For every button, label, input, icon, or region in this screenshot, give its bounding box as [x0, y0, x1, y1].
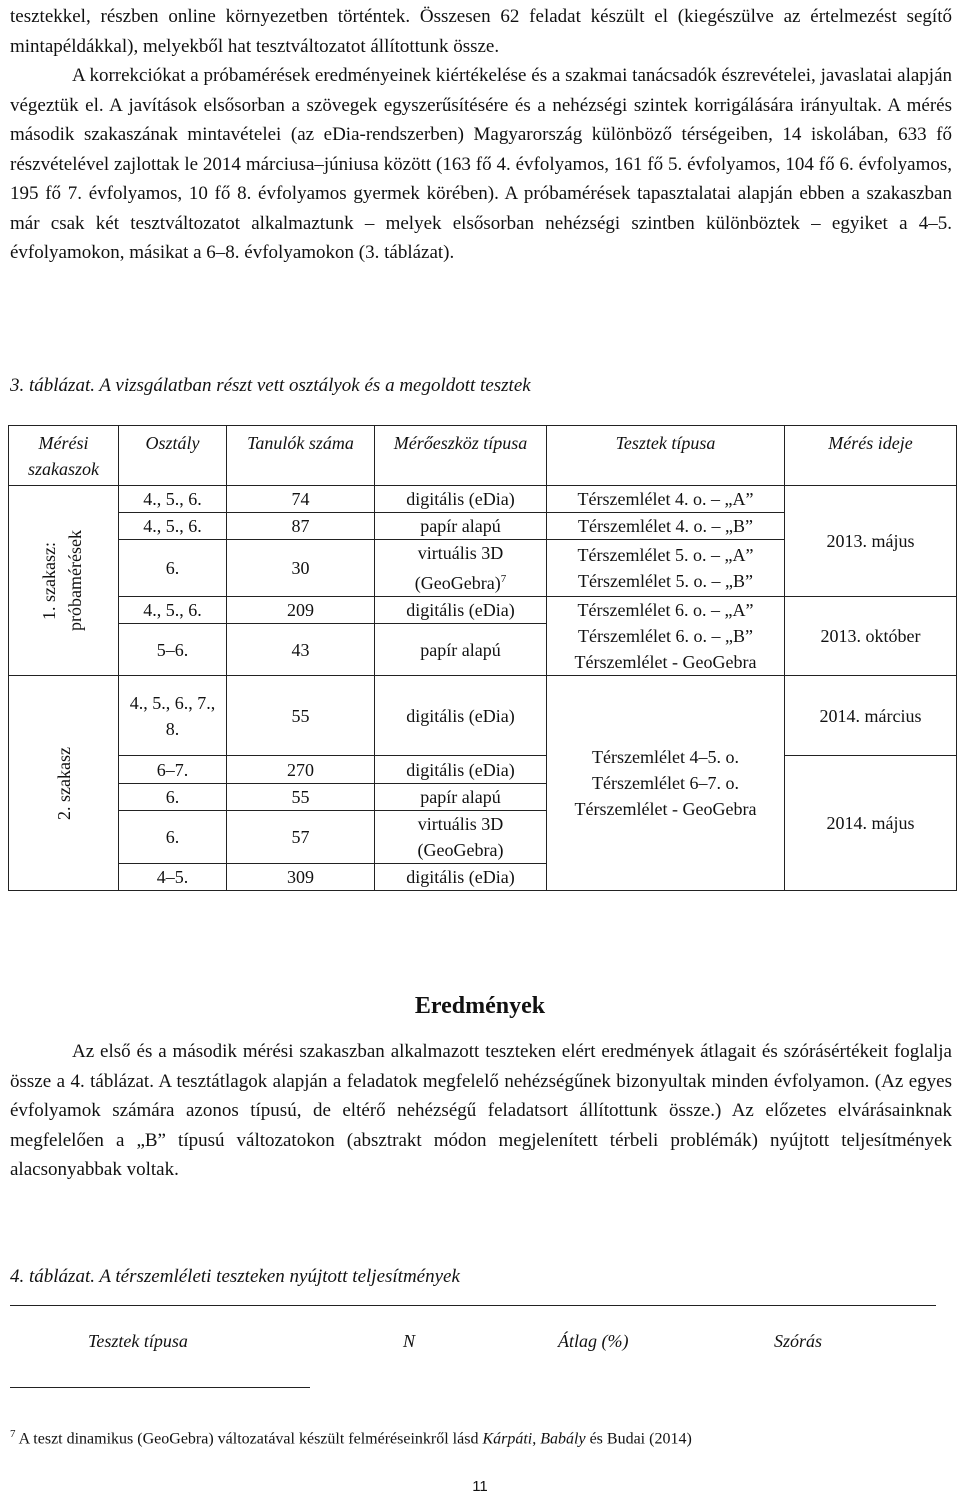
header-tests: Tesztek típusa: [547, 426, 785, 486]
footnote: $^7$ A teszt dinamikus (GeoGebra) változatával készült felméréseinkről lásd Kárpáti, Babály és Budai (2014): [10, 1428, 692, 1448]
table3-header-row: [9, 426, 957, 486]
table4-caption: 4. táblázat. A térszemléleti teszteken nyújtott teljesítmények: [10, 1266, 460, 1287]
table-row: 6. 30 virtuális 3D (GeoGebra)$^7$ Térszemlélet 5. o. – „A” Térszemlélet 5. o. – „B”: [9, 540, 957, 597]
date-cell: 2014. március: [785, 676, 957, 756]
table-row: 5–6. 43 papír alapú: [9, 624, 957, 676]
header-phase: Mérési szakaszok: [9, 426, 119, 486]
table-row: 1. szakasz: próbamérések 4., 5., 6. 74 digitális (eDia) Térszemlélet 4. o. – „A” 2013. május: [9, 486, 957, 513]
table-row: 4–5. 309 digitális (eDia): [9, 864, 957, 891]
table-row: 2. szakasz 4., 5., 6., 7., 8. 55 digitális (eDia) Térszemlélet 4–5. o. Térszemlélet 6–7. o. Térszemlélet - GeoGebra 2014. március: [9, 676, 957, 756]
date-cell: 2014. május: [785, 756, 957, 891]
table-row: 4., 5., 6. 87 papír alapú Térszemlélet 4. o. – „B”: [9, 513, 957, 540]
table4-header-tests: Tesztek típusa: [88, 1331, 188, 1351]
table4-header-n: N: [403, 1331, 416, 1351]
intro-paragraph-1: tesztekkel, részben online környezetben történtek. Összesen 62 feladat készült el (kiegészülve az értelmezést segítő mintapéldákkal), melyekből hat tesztváltozatot állítottunk össze.: [10, 6, 952, 57]
table3: [8, 425, 957, 891]
phase2-cell: 2. szakasz: [9, 676, 119, 891]
table-row: 6. 57 virtuális 3D (GeoGebra): [9, 811, 957, 864]
table4-top-rule: [10, 1305, 936, 1306]
date-cell: 2013. május: [785, 486, 957, 597]
results-paragraph: Az első és a második mérési szakaszban alkalmazott teszteken elért eredmények átlagait és szórásértékeit foglalja össze a 4. táblázat. A tesztátlagok alapján a feladatok megfelelő nehézségűnek bizonyultak minden évfolyamon. (Az egyes évfolyamok számára azonos típusú, de eltérő nehézségű feladatsort állítottunk össze.) Az előzetes elvárásainknak megfelelően a „B” típusú változatokon (absztrakt módon megjelenített térbeli problémák) nyújtott teljesítmények alacsonyabbak voltak.: [10, 1041, 952, 1180]
header-class: Osztály: [119, 426, 227, 486]
table3-caption: 3. táblázat. A vizsgálatban részt vett osztályok és a megoldott tesztek: [10, 375, 531, 396]
results-heading: Eredmények: [414, 993, 546, 1019]
table-row: 6–7. 270 digitális (eDia) 2014. május: [9, 756, 957, 784]
page-number: 11: [472, 1478, 488, 1495]
header-students: Tanulók száma: [227, 426, 375, 486]
table4-header-sd: Szórás: [774, 1331, 823, 1351]
intro-paragraph-2: A korrekciókat a próbamérések eredményeinek kiértékelése és a szakmai tanácsadók észrevételei, javaslatai alapján végeztük el. A javítások elsősorban a szövegek egyszerűsítésére és a nehézségi szintek korrigálására irányultak. A mérés második szakaszának mintavételei (az eDia-rendszerben) Magyarország különböző térségeiben, 14 iskolában, 633 fő részvételével zajlottak le 2014 márciusa–júniusa között (163 fő 4. évfolyamos, 161 fő 5. évfolyamos, 104 fő 6. évfolyamos, 195 fő 7. évfolyamos, 10 fő 8. évfolyamos gyermek körében). A próbamérések tapasztalatai alapján ebben a szakaszban már csak két tesztváltozatot alkalmaztunk – melyek elsősorban nehézségi szintben különböztek – egyiket a 4–5. évfolyamokon, másikat a 6–8. évfolyamokon (3. táblázat).: [10, 65, 952, 263]
header-date: Mérés ideje: [785, 426, 957, 486]
table4-header-mean: Átlag (%): [558, 1331, 629, 1351]
header-tool: Mérőeszköz típusa: [375, 426, 547, 486]
table-row: 4., 5., 6. 209 digitális (eDia) Térszemlélet 6. o. – „A” Térszemlélet 6. o. – „B” Térszemlélet - GeoGebra 2013. október: [9, 597, 957, 624]
footnote-separator: [10, 1387, 310, 1388]
date-cell: 2013. október: [785, 597, 957, 676]
table-row: 6. 55 papír alapú: [9, 784, 957, 811]
phase1-cell: 1. szakasz: próbamérések: [9, 486, 119, 676]
